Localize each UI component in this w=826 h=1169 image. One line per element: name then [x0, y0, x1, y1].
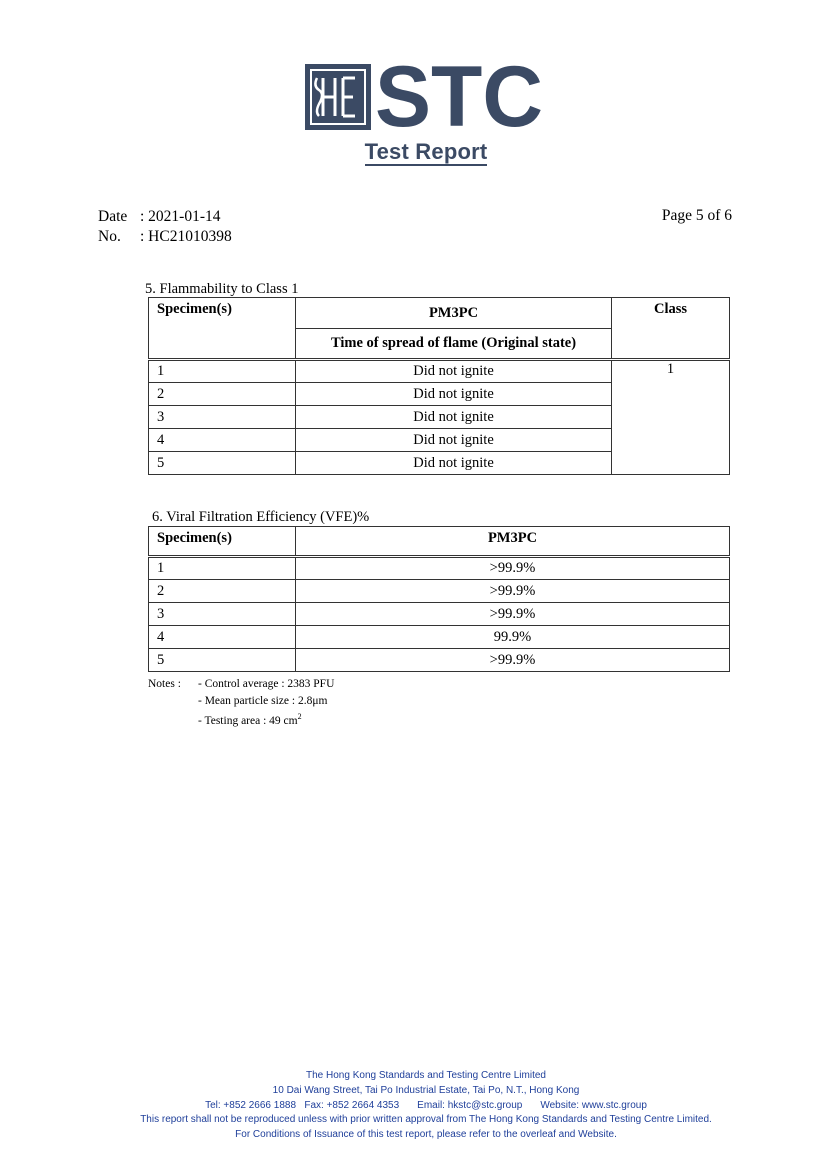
header-subheader: Time of spread of flame (Original state): [296, 329, 612, 360]
report-no-line: [98, 227, 232, 247]
header-sample: PM3PC: [296, 527, 730, 557]
header-specimen: Specimen(s): [149, 298, 296, 360]
report-no-value: : HC21010398: [140, 228, 232, 245]
logo-emblem: [305, 64, 371, 130]
report-title: Test Report: [364, 139, 488, 164]
result-cell: Did not ignite: [296, 429, 612, 452]
table-row: [149, 649, 730, 672]
date-value: : 2021-01-14: [140, 208, 221, 225]
specimen-cell: 3: [149, 406, 296, 429]
vfe-table: [148, 526, 730, 672]
note-item: - Testing area : 49 cm: [198, 714, 298, 727]
specimen-cell: 1: [149, 557, 296, 580]
footer-website: Website: www.stc.group: [540, 1099, 647, 1111]
report-no-label: No.: [98, 228, 121, 245]
specimen-cell: 4: [149, 429, 296, 452]
flammability-table: [148, 297, 730, 475]
table-row: [149, 557, 730, 580]
footer-company: The Hong Kong Standards and Testing Centre Limited: [306, 1070, 546, 1081]
specimen-cell: 5: [149, 649, 296, 672]
page-number: Page 5 of 6: [661, 207, 732, 224]
result-cell: Did not ignite: [296, 360, 612, 383]
specimen-cell: 5: [149, 452, 296, 475]
result-cell: >99.9%: [296, 557, 730, 580]
notes: [148, 676, 334, 729]
date-line: [98, 207, 221, 227]
result-cell: Did not ignite: [296, 383, 612, 406]
result-cell: >99.9%: [296, 603, 730, 626]
specimen-cell: 1: [149, 360, 296, 383]
section6-title: 6. Viral Filtration Efficiency (VFE)%: [152, 509, 370, 525]
header-sample: PM3PC: [296, 298, 612, 329]
date-label: Date: [98, 208, 128, 225]
table-row: [149, 360, 730, 383]
table-row: [149, 603, 730, 626]
table-row: [149, 580, 730, 603]
footer-address: 10 Dai Wang Street, Tai Po Industrial Estate, Tai Po, N.T., Hong Kong: [272, 1084, 580, 1096]
footer: [0, 1069, 826, 1143]
note-item: - Mean particle size : 2.8μm: [198, 694, 328, 707]
footer-contact: [0, 1099, 826, 1114]
footer-email: Email: hkstc@stc.group: [417, 1099, 523, 1111]
footer-disclaimer: This report shall not be reproduced unless with prior written approval from The Hong Kong Standards and Testing Centre Limited.: [140, 1114, 712, 1126]
result-cell: Did not ignite: [296, 406, 612, 429]
note-superscript: 2: [297, 712, 302, 721]
header-class: Class: [612, 298, 730, 360]
result-cell: Did not ignite: [296, 452, 612, 475]
table-row: [149, 626, 730, 649]
header-specimen: Specimen(s): [149, 527, 296, 557]
result-cell: 99.9%: [296, 626, 730, 649]
footer-tel: Tel: +852 2666 1888: [205, 1099, 297, 1111]
logo-text: STC: [375, 64, 543, 130]
class-cell: 1: [612, 360, 730, 475]
section5-title: 5. Flammability to Class 1: [145, 281, 299, 297]
specimen-cell: 3: [149, 603, 296, 626]
specimen-cell: 2: [149, 383, 296, 406]
footer-conditions: For Conditions of Issuance of this test report, please refer to the overleaf and Website.: [235, 1129, 617, 1141]
stc-logo: [305, 64, 545, 130]
specimen-cell: 4: [149, 626, 296, 649]
notes-label: Notes :: [148, 678, 181, 690]
result-cell: >99.9%: [296, 649, 730, 672]
result-cell: >99.9%: [296, 580, 730, 603]
note-item: - Control average : 2383 PFU: [198, 678, 335, 690]
specimen-cell: 2: [149, 580, 296, 603]
footer-fax: Fax: +852 2664 4353: [304, 1099, 400, 1111]
